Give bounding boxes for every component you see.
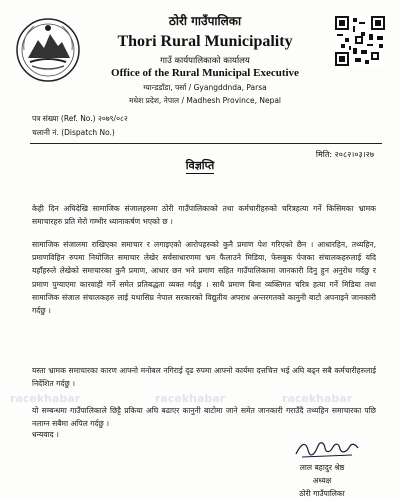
nepal-emblem-logo xyxy=(14,16,82,84)
handwritten-signature xyxy=(292,438,362,460)
watermark-right: racekhabar xyxy=(282,392,353,405)
qr-code xyxy=(335,16,385,66)
notice-title-text: विज्ञप्ति xyxy=(185,159,215,172)
reference-number: पत्र संख्या (Ref. No.) २०७९/०८२ xyxy=(32,114,128,123)
office-address: ग्यान्डडाँडा, पर्सा / Gyangddnda, Parsa xyxy=(143,83,267,92)
notice-title xyxy=(0,158,400,173)
letter-date: मिति: २०८२।०३।२७ xyxy=(315,150,374,159)
paragraph-2: सामाजिक संजालमा राखिएका समाचार र लगाइएको आरोपहरुको कुनै प्रमाण पेश गरिएको छैन । आधारहिन, तथ्यहिन, प्रमाणविहिन रुपमा नियोजित समाचार लेखेर सर्वसाधारणमा भ्रम फैलाउने मिडिया, फेसबुक पेजका संचालकहरुलाई यदि यहाँहरुले लेखेको समाचारका कुनै प्रमाण, आधार छन भने प्रमाण सहित गाउँपालिकामा जानकारी दिनु हुन अनुरोध गर्दछु र प्रमाण पुग्याएमा कारवाही गर्ने समेत प्रतिबद्धता व्यक्त गर्दछु । साथै प्रमाण बिना व्यक्तिगत चरित्र हत्या गर्ने मिडिया तथा सामाजिक संजाल संचालकहरु लाई यथासिघ्र नेपाल सरकारको विद्युतीय अपराध अन्तरगतको कानुनी बाटो अपनाइने जानकारी गर्दछु । xyxy=(32,240,376,316)
office-name-nepali: गाउँ कार्यपालिकाको कार्यालय xyxy=(160,56,250,66)
municipality-name-nepali: ठोरी गाउँपालिका xyxy=(168,14,242,28)
office-province: मधेश प्रदेश, नेपाल / Madhesh Province, Nepal xyxy=(128,96,282,105)
watermark-center: racekhabar xyxy=(155,392,226,405)
dispatch-number: चलानी नं. (Dispatch No.) xyxy=(32,128,115,137)
signatory-office: ठोरी गाउँपालिका xyxy=(299,489,345,498)
paragraph-3: यस्ता भ्रामक समाचारका कारण आफ्नो मनोबल नगिराई दृढ रुपमा आफ्नो कार्यमा दत्तचित्त भई अघि बढ्न सबै कर्मचारीहरुलाई निर्देशित गर्दछु । xyxy=(32,366,376,389)
paragraph-1: केही दिन अघिदेखि सामाजिक संजालहरुमा ठोरी गाउँपालिकाको तथा कर्मचारीहरुको चरित्रहत्या गर्ने किसिमका भ्रामक समाचारहरु प्रति मेरो गम्भीर ध्यानाकर्षण भएको छ । xyxy=(32,204,376,227)
paragraph-4: यो सम्बन्धमा गाउँपालिकाले छिट्टै प्रकिया अघि बढाएर कानुनी बाटोमा जाने समेत जानकारी गराउँदै तथ्यहिन समाचारका पछि नलाग्न सबैमा अपिल गर्दछु । xyxy=(32,406,376,429)
municipality-name-english: Thori Rural Municipality xyxy=(117,33,293,50)
signatory-position: अध्यक्ष xyxy=(312,476,332,485)
signatory-name: लाल बहादुर श्रेष्ठ xyxy=(299,463,345,472)
header-divider xyxy=(30,143,382,144)
watermark-left: racekhabar xyxy=(10,392,81,405)
office-name-english: Office of the Rural Municipal Executive xyxy=(111,67,299,79)
closing-thanks: धन्यवाद । xyxy=(32,430,59,439)
